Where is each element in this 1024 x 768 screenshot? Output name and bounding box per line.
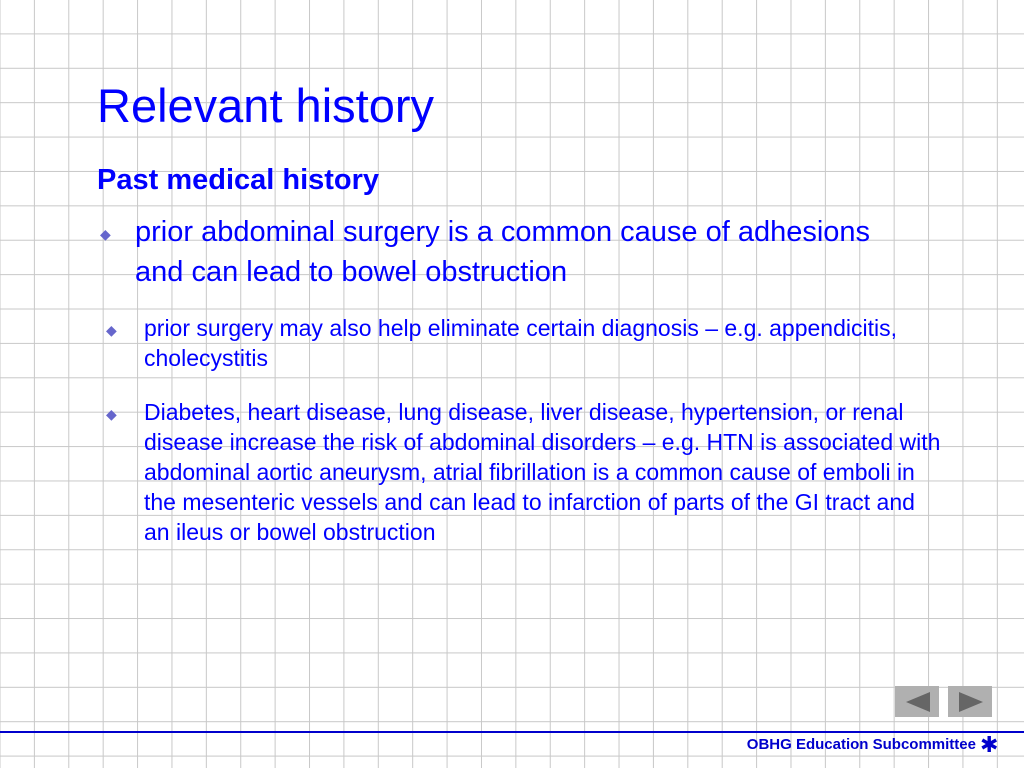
next-slide-button[interactable] (948, 686, 992, 717)
footer-divider (0, 731, 1024, 733)
bullet-item (100, 212, 915, 292)
next-arrow-icon (955, 690, 985, 714)
footer-text: OBHG Education Subcommittee (746, 736, 976, 753)
previous-arrow-icon (902, 690, 932, 714)
slide-title: Relevant history (97, 79, 434, 132)
bullet-text: prior surgery may also help eliminate certain diagnosis – e.g. appendicitis, cholecystitis (144, 315, 898, 371)
slide-subtitle: Past medical history (97, 164, 380, 196)
bullet-item (106, 397, 944, 547)
bullet-item (106, 313, 944, 373)
star-of-life-icon: ✱ (980, 732, 999, 757)
diamond-icon: ◆ (100, 226, 111, 242)
bullet-text: prior abdominal surgery is a common cause of adhesions and can lead to bowel obstruction (135, 216, 871, 288)
bullet-text: Diabetes, heart disease, lung disease, liver disease, hypertension, or renal disease increase the risk of abdominal disorders – e.g. HTN is associated with abdominal aortic aneurysm, atrial fibrillation is a common cause of emboli in the mesenteric vessels and can lead to infarction of parts of the GI tract and an ileus or bowel obstruction (144, 399, 941, 545)
previous-slide-button[interactable] (895, 686, 939, 717)
diamond-icon: ◆ (106, 322, 117, 338)
diamond-icon: ◆ (106, 406, 117, 422)
